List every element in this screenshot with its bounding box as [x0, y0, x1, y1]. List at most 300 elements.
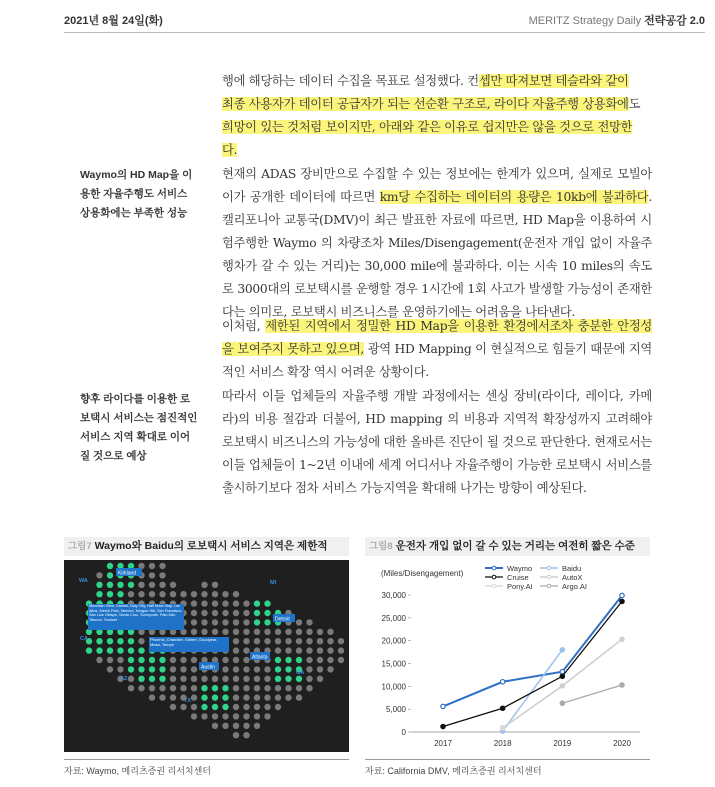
map-dot — [306, 685, 312, 691]
data-point-autox — [620, 637, 624, 641]
callout-detroit: Detroit — [275, 616, 290, 623]
map-dot — [306, 647, 312, 653]
map-dot — [180, 666, 186, 672]
data-point-cruise — [560, 674, 564, 678]
map-dot — [338, 657, 344, 663]
series-line-baidu — [503, 650, 563, 731]
service-area-dot — [212, 694, 218, 700]
map-dot — [159, 685, 165, 691]
map-dot — [306, 666, 312, 672]
x-tick-label: 2019 — [553, 739, 572, 748]
map-dot — [233, 685, 239, 691]
map-dot — [243, 676, 249, 682]
map-dot — [243, 704, 249, 710]
map-dot — [296, 619, 302, 625]
service-area-dot — [275, 666, 281, 672]
service-area-dot — [285, 676, 291, 682]
page-header — [64, 0, 705, 33]
map-dot — [317, 666, 323, 672]
service-area-dot — [96, 582, 102, 588]
map-dot — [191, 657, 197, 663]
map-dot — [149, 582, 155, 588]
figure8-title — [365, 537, 650, 556]
map-dot — [264, 676, 270, 682]
map-dot — [201, 582, 207, 588]
service-area-dot — [201, 704, 207, 710]
map-dot — [254, 666, 260, 672]
service-area-dot — [149, 657, 155, 663]
map-dot — [275, 629, 281, 635]
map-dot — [149, 572, 155, 578]
data-point-cruise — [500, 706, 504, 710]
legend-marker — [492, 584, 496, 588]
service-area-dot — [128, 647, 134, 653]
map-dot — [191, 666, 197, 672]
service-area-dot — [96, 647, 102, 653]
series-line-argoai — [562, 685, 622, 703]
map-dot — [243, 666, 249, 672]
paragraph-intro — [222, 70, 652, 162]
map-dot — [233, 704, 239, 710]
side-note-waymo: Waymo의 HD Map을 이용한 자율주행도 서비스 상용화에는 부족한 성능 — [80, 169, 193, 219]
map-dot — [191, 704, 197, 710]
header-brand — [529, 12, 705, 28]
chart-axes — [382, 591, 640, 748]
map-dot — [327, 647, 333, 653]
map-dot — [128, 685, 134, 691]
map-dot — [254, 713, 260, 719]
state-label-ga: GA — [296, 670, 305, 676]
service-area-dot — [275, 657, 281, 663]
p2-text-a: 이처럼, — [222, 319, 266, 333]
service-area-dot — [264, 619, 270, 625]
map-dot — [264, 694, 270, 700]
map-dot — [222, 713, 228, 719]
service-area-dot — [107, 647, 113, 653]
map-dot — [233, 638, 239, 644]
y-tick-label: 5,000 — [385, 705, 406, 715]
p0-highlight-2: 최종 사용자가 데이터 공급자가 되는 선순환 구조로, 라이다 자율주행 상용화에 — [222, 97, 629, 111]
map-dot — [296, 629, 302, 635]
map-dot — [233, 666, 239, 672]
service-area-dot — [222, 694, 228, 700]
map-dot — [275, 647, 281, 653]
map-dot — [138, 582, 144, 588]
map-dot — [191, 600, 197, 606]
paragraph-adas — [222, 163, 652, 324]
map-dot — [327, 638, 333, 644]
map-dot — [233, 647, 239, 653]
paragraph-outlook — [222, 385, 652, 500]
p1-highlight: km당 수집하는 데이터의 용량은 10kb에 불과하다 — [379, 190, 649, 204]
service-area-dot — [149, 676, 155, 682]
data-point-cruise — [441, 724, 445, 728]
map-dot — [212, 582, 218, 588]
service-area-dot — [128, 657, 134, 663]
service-area-dot — [159, 657, 165, 663]
map-dot — [170, 685, 176, 691]
service-area-dot — [107, 572, 113, 578]
map-dot — [254, 704, 260, 710]
figure7-source: 자료: Waymo, 메리츠증권 리서치센터 — [64, 766, 211, 776]
map-dot — [96, 572, 102, 578]
map-dot — [149, 694, 155, 700]
map-dot — [180, 676, 186, 682]
map-dot — [327, 629, 333, 635]
map-dot — [306, 619, 312, 625]
map-dot — [233, 676, 239, 682]
map-dot — [233, 619, 239, 625]
map-dot — [212, 723, 218, 729]
map-dot — [327, 657, 333, 663]
map-dot — [180, 657, 186, 663]
y-tick-label: 20,000 — [381, 636, 406, 646]
map-dot — [201, 676, 207, 682]
data-point-argoai — [560, 701, 564, 705]
service-area-dot — [201, 685, 207, 691]
service-area-dot — [86, 647, 92, 653]
figure8-source: 자료: California DMV, 메리츠증권 리서치센터 — [365, 766, 542, 776]
service-area-dot — [254, 600, 260, 606]
map-dot — [201, 713, 207, 719]
state-label-tx: TX — [184, 698, 192, 704]
map-dot — [180, 704, 186, 710]
map-dot — [243, 732, 249, 738]
map-dot — [128, 676, 134, 682]
service-area-dot — [264, 610, 270, 616]
map-dot — [159, 563, 165, 569]
figure8-label: 그림8 — [369, 541, 393, 552]
service-area-dot — [117, 638, 123, 644]
map-dot — [243, 610, 249, 616]
map-dot — [222, 629, 228, 635]
service-area-dot — [254, 619, 260, 625]
map-dot — [233, 657, 239, 663]
map-dot — [201, 600, 207, 606]
y-tick-label: 15,000 — [381, 659, 406, 669]
map-dot — [191, 591, 197, 597]
map-dot — [243, 600, 249, 606]
callout-bay-area: Mountain View, Carmel, Daly City, Half Moon Bay, Los Altos, Menlo Park, Merced, Morgan Hill, San Francisco, San Luis Obispo, Santa Cruz, Sunnyvale, Palo Alto, Tiburon, Truckee — [89, 604, 183, 622]
legend-label: AutoX — [562, 573, 583, 582]
map-dot — [233, 723, 239, 729]
map-dot — [275, 694, 281, 700]
map-dot — [243, 638, 249, 644]
map-dot — [222, 591, 228, 597]
map-dot — [149, 591, 155, 597]
service-area-dot — [138, 676, 144, 682]
figure7-title — [64, 537, 349, 556]
map-dot — [159, 572, 165, 578]
brand-section: 전략공감 2.0 — [644, 15, 705, 27]
map-dot — [233, 610, 239, 616]
waymo-baidu-service-map — [64, 560, 349, 752]
service-area-dot — [296, 676, 302, 682]
p0-highlight-1: 셉만 따져보면 테슬라와 같이 — [478, 74, 629, 88]
service-area-dot — [159, 666, 165, 672]
service-area-dot — [212, 704, 218, 710]
map-dot — [222, 610, 228, 616]
service-area-dot — [138, 647, 144, 653]
service-area-dot — [222, 685, 228, 691]
map-dot — [222, 657, 228, 663]
data-point-autox — [560, 684, 564, 688]
map-dot — [117, 657, 123, 663]
map-dot — [149, 563, 155, 569]
map-dot — [212, 610, 218, 616]
map-dot — [170, 657, 176, 663]
map-dot — [264, 638, 270, 644]
state-label-az: AZ — [120, 676, 128, 682]
map-dot — [191, 629, 197, 635]
map-dot — [285, 647, 291, 653]
service-area-dot — [159, 676, 165, 682]
map-dot — [191, 713, 197, 719]
map-dot — [212, 619, 218, 625]
data-point-waymo — [560, 670, 564, 674]
map-dot — [180, 685, 186, 691]
map-dot — [138, 591, 144, 597]
map-dot — [212, 600, 218, 606]
map-dot — [243, 657, 249, 663]
map-dot — [317, 629, 323, 635]
map-dot — [264, 685, 270, 691]
map-dot — [264, 704, 270, 710]
map-dot — [191, 676, 197, 682]
x-tick-label: 2020 — [613, 739, 631, 748]
map-dot — [233, 732, 239, 738]
figure7-label: 그림7 — [68, 541, 92, 552]
map-dot — [222, 619, 228, 625]
map-dot — [317, 676, 323, 682]
map-dot — [243, 713, 249, 719]
service-area-dot — [212, 685, 218, 691]
map-dot — [170, 582, 176, 588]
map-dot — [243, 619, 249, 625]
service-area-dot — [128, 666, 134, 672]
map-dot — [254, 676, 260, 682]
service-area-dot — [138, 657, 144, 663]
map-dot — [138, 638, 144, 644]
map-dot — [222, 666, 228, 672]
map-dot — [128, 591, 134, 597]
chart-y-axis-label: (Miles/Disengagement) — [381, 569, 464, 578]
map-dot — [243, 629, 249, 635]
map-dot — [317, 638, 323, 644]
map-dot — [264, 629, 270, 635]
map-dot — [296, 638, 302, 644]
map-dot — [212, 713, 218, 719]
callout-phoenix-fo — [150, 637, 228, 652]
p1-text-b: . 캘리포니아 교통국(DMV)이 최근 발표한 자료에 따르면, HD Map을 이용하여 시험주행한 Waymo 의 차량조차 Miles/Disengagement(운전자 개입 없이 자율주행차가 갈 수 있는 거리)는 30,000 mile에 불과하다. 이는 시속 10 miles의 속도로 3000대의 로보택시를 운행할 경우 1시간에 1회 사고가 발생할 가능성이 존재한다는 의미로, 로보택시 비즈니스를 운영하기에는 어려움을 나타낸다. — [222, 190, 652, 319]
map-dot — [306, 676, 312, 682]
map-dot — [317, 647, 323, 653]
brand-name: MERITZ Strategy Daily — [528, 15, 642, 27]
map-dot — [191, 685, 197, 691]
data-point-waymo — [620, 593, 624, 597]
map-dot — [285, 629, 291, 635]
service-area-dot — [96, 638, 102, 644]
y-tick-label: 10,000 — [381, 682, 406, 692]
map-dot — [138, 685, 144, 691]
state-label-mi: MI — [270, 580, 277, 586]
map-dot — [201, 591, 207, 597]
map-dot — [117, 666, 123, 672]
chart-legend — [485, 564, 587, 591]
service-area-dot — [285, 666, 291, 672]
map-dot — [243, 685, 249, 691]
map-dot — [254, 629, 260, 635]
map-dot — [317, 657, 323, 663]
state-label-wa: WA — [79, 578, 88, 584]
map-dot — [243, 694, 249, 700]
map-dot — [243, 647, 249, 653]
map-dot — [191, 610, 197, 616]
map-dot — [338, 647, 344, 653]
map-dot — [222, 723, 228, 729]
figure8-divider — [365, 759, 650, 760]
data-point-cruise — [620, 599, 624, 603]
map-dot — [296, 694, 302, 700]
service-area-dot — [149, 666, 155, 672]
map-dot — [233, 629, 239, 635]
map-dot — [191, 619, 197, 625]
map-dot — [296, 685, 302, 691]
service-area-dot — [107, 638, 113, 644]
map-dot — [233, 713, 239, 719]
service-area-dot — [264, 600, 270, 606]
p1-text-a: 현재의 ADAS 장비만으로 수집할 수 있는 정보에는 한계가 있으며, 실제로 모빌아이가 공개한 데이터에 따르면 — [222, 167, 652, 204]
disengagement-line-chart — [365, 560, 650, 752]
callout-bay-area-fo — [89, 604, 183, 630]
map-dot — [264, 666, 270, 672]
map-dot — [159, 582, 165, 588]
service-area-dot — [107, 582, 113, 588]
map-dot — [306, 638, 312, 644]
service-area-dot — [117, 591, 123, 597]
service-area-dot — [285, 657, 291, 663]
p0-highlight-4: 다. — [222, 143, 238, 157]
map-dot — [285, 638, 291, 644]
legend-label: Cruise — [507, 573, 529, 582]
service-area-dot — [107, 591, 113, 597]
map-dot — [191, 694, 197, 700]
p0-text: 행에 해당하는 데이터 수집을 목표로 설정했다. 컨 — [222, 74, 479, 88]
map-dot — [222, 676, 228, 682]
map-dot — [254, 685, 260, 691]
service-area-dot — [117, 647, 123, 653]
map-dot — [254, 638, 260, 644]
legend-label: Baidu — [562, 564, 582, 573]
map-dot — [264, 713, 270, 719]
service-area-dot — [201, 694, 207, 700]
service-area-dot — [222, 704, 228, 710]
map-dot — [107, 666, 113, 672]
state-label-ca: CA — [80, 636, 88, 642]
side-note-lidar: 향후 라이다를 이용한 로보택시 서비스는 점진적인 서비스 지역 확대로 이어질 것으로 예상 — [80, 393, 198, 462]
map-dot — [254, 723, 260, 729]
legend-marker — [547, 575, 551, 579]
map-dot — [275, 704, 281, 710]
legend-label: Waymo — [507, 564, 533, 573]
service-area-dot — [117, 582, 123, 588]
service-area-dot — [138, 666, 144, 672]
map-dot — [201, 629, 207, 635]
data-point-waymo — [500, 680, 504, 684]
map-dot — [275, 685, 281, 691]
map-dot — [170, 694, 176, 700]
legend-marker — [492, 566, 496, 570]
map-dot — [159, 591, 165, 597]
map-dot — [96, 657, 102, 663]
header-date: 2021년 8월 24일(화) — [64, 15, 163, 27]
map-dot — [107, 657, 113, 663]
service-area-dot — [107, 563, 113, 569]
data-point-baidu — [560, 648, 564, 652]
map-dot — [306, 629, 312, 635]
map-dot — [180, 591, 186, 597]
paragraph-limited — [222, 315, 652, 384]
map-dot — [233, 694, 239, 700]
figure8-title-text: 운전자 개입 없이 갈 수 있는 거리는 여전히 짧은 수준 — [395, 540, 635, 552]
x-tick-label: 2017 — [434, 739, 452, 748]
figure7-divider — [64, 759, 349, 760]
data-point-waymo — [441, 704, 445, 708]
map-dot — [285, 685, 291, 691]
map-dot — [159, 694, 165, 700]
service-area-dot — [275, 676, 281, 682]
data-point-ponyai — [500, 726, 504, 730]
p2-highlight: 제한된 지역에서 정밀한 HD Map을 이용한 환경에서조차 충분한 안정성을 보여주지 못하고 있으며, — [222, 319, 652, 356]
legend-marker — [547, 566, 551, 570]
y-tick-label: 25,000 — [381, 613, 406, 623]
map-dot — [233, 591, 239, 597]
map-dot — [338, 638, 344, 644]
map-dot — [149, 685, 155, 691]
legend-marker — [547, 584, 551, 588]
service-area-dot — [128, 582, 134, 588]
data-point-argoai — [620, 683, 624, 687]
map-dot — [170, 591, 176, 597]
map-background — [64, 560, 349, 752]
map-dot — [170, 704, 176, 710]
map-dot — [285, 694, 291, 700]
map-dot — [170, 676, 176, 682]
p0-text-2: 도 — [628, 97, 641, 111]
callout-phoenix: Phoenix, Chandler, Gilbert, Goodyear, Mesa, Tempe — [150, 637, 218, 648]
service-area-dot — [96, 591, 102, 597]
map-dot — [201, 610, 207, 616]
y-tick-label: 0 — [401, 728, 406, 737]
map-dot — [201, 619, 207, 625]
map-dot — [212, 676, 218, 682]
x-tick-label: 2018 — [493, 739, 512, 748]
service-area-dot — [128, 638, 134, 644]
figure7-title-text: Waymo와 Baidu의 로보택시 서비스 지역은 제한적 — [94, 540, 328, 552]
map-dot — [243, 723, 249, 729]
p0-highlight-3: 희망이 있는 것처럼 보이지만, 아래와 같은 이유로 쉽지만은 않을 것으로 전망한 — [222, 120, 633, 134]
callout-austin: Austin — [201, 664, 215, 671]
map-dot — [233, 600, 239, 606]
map-dot — [275, 638, 281, 644]
p3-text: 따라서 이들 업체들의 자율주행 개발 과정에서는 센싱 장비(라이다, 레이다, 카메라)의 비용 절감과 더불어, HD mapping 의 비용과 지역적 확장성까지 고려해야 로보택시 비즈니스의 가능성에 대한 올바른 진단이 될 것으로 판단한다. 현재로서는 이들 업체들이 1~2년 이내에 세계 어디서나 자율주행이 가능한 로보택시 서비스를 출시하기보다 점차 서비스 가능지역을 확대해 나가는 방향이 예상된다. — [222, 389, 652, 495]
callout-kirkland: Kirkland — [118, 570, 137, 577]
service-area-dot — [296, 657, 302, 663]
callout-atlanta: Atlanta — [252, 654, 268, 661]
p2-text-b: 광역 HD Mapping 이 현실적으로 힘들기 때문에 지역적인 서비스 확장 역시 어려운 상황이다. — [222, 342, 652, 379]
map-dot — [327, 666, 333, 672]
legend-label: Pony.AI — [507, 582, 533, 591]
